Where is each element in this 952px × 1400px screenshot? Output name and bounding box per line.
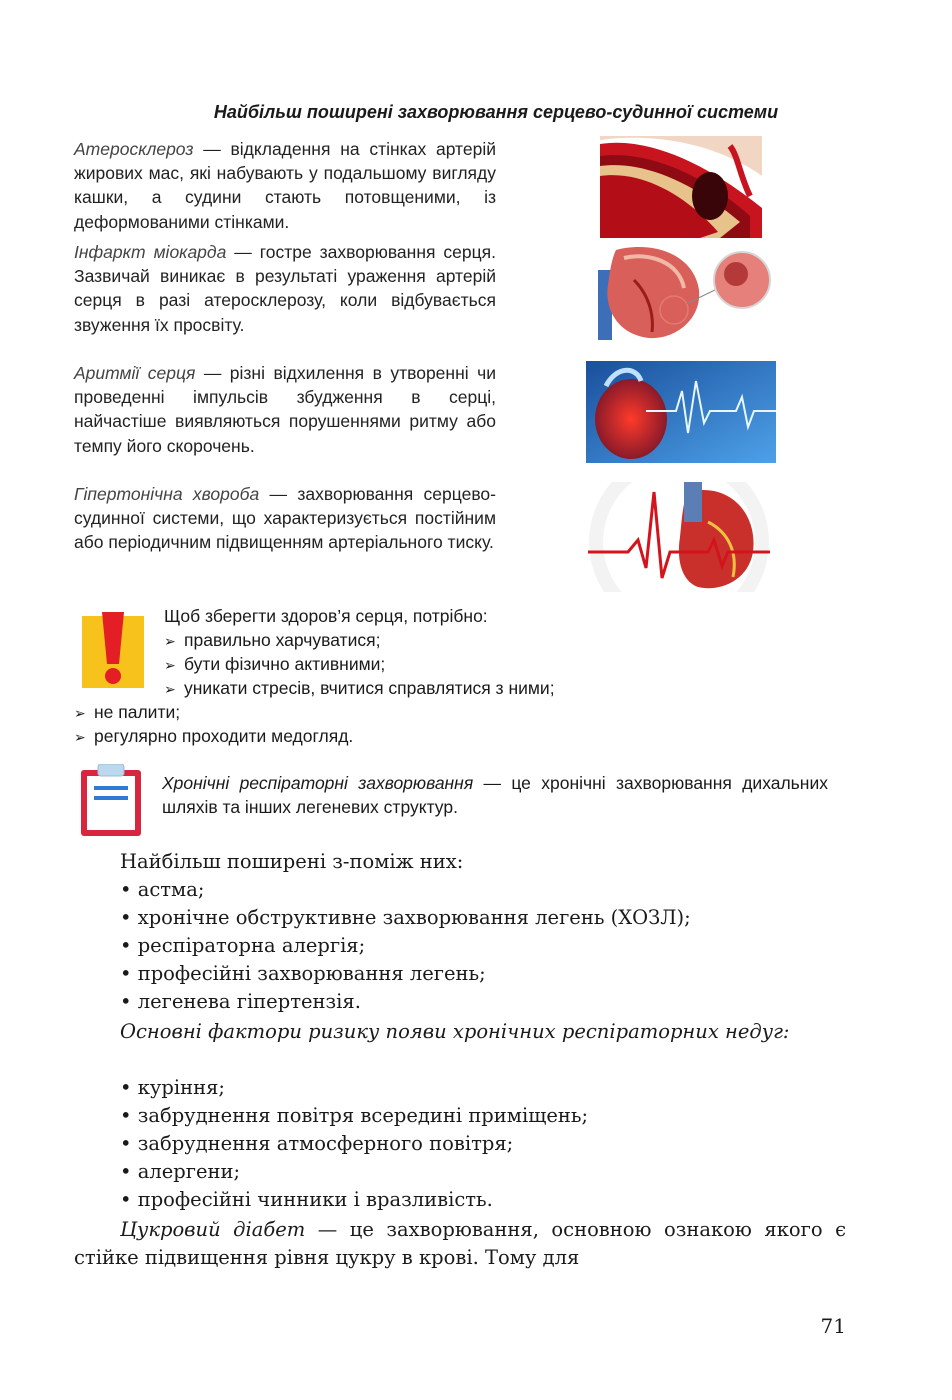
disease-term: Атеросклероз (74, 139, 194, 159)
heart-infarction-illustration (594, 240, 774, 340)
diabetes-text: — це захворювання, основною ознакою якого є стійке підвищення рівня цукру в крові. Тому для (74, 1218, 846, 1270)
disease-term: Інфаркт міокарда (74, 242, 227, 262)
definition-text: — це хронічні захворювання дихальних шляхів та інших легеневих структур. (162, 773, 828, 817)
arrow-bullet-icon: ➢ (74, 705, 86, 721)
arrow-bullet-icon: ➢ (164, 657, 176, 673)
list-item: • астма; (120, 878, 205, 901)
list-item: • куріння; (120, 1076, 225, 1099)
heart-ecg-illustration (586, 361, 776, 463)
heart-pressure-illustration (588, 482, 770, 592)
clipboard-icon (78, 764, 144, 838)
disease-term: Гіпертонічна хвороба (74, 484, 260, 504)
disease-arrhythmia (74, 361, 496, 458)
tip-item: ➢ бути фізично активними; (164, 652, 385, 677)
list-item: • забруднення атмосферного повітря; (120, 1132, 514, 1155)
disease-atherosclerosis (74, 137, 496, 234)
risk-intro: Основні фактори ризику появи хронічних респіраторних недуг: (120, 1020, 790, 1043)
arrow-bullet-icon: ➢ (164, 681, 176, 697)
list-item: • хронічне обструктивне захворювання легень (ХОЗЛ); (120, 906, 691, 929)
diabetes-term: Цукровий діабет (120, 1218, 306, 1241)
page-number: 71 (820, 1314, 846, 1338)
list-item: • професійні чинники і вразливість. (120, 1188, 493, 1211)
tips-intro: Щоб зберегти здоров’я серця, потрібно: (164, 606, 488, 626)
arrow-bullet-icon: ➢ (74, 729, 86, 745)
section-heading: Найбільш поширені захворювання серцево-судинної системи (213, 102, 779, 122)
disease-text: — захворювання серцево-судинної системи, що характеризується постійним або періодичним підвищенням артеріального тиску. (74, 484, 496, 553)
list-item: • забруднення повітря всередині приміщень; (120, 1104, 589, 1127)
common-intro: Найбільш поширені з-поміж них: (120, 850, 464, 873)
list-item: • легенева гіпертензія. (120, 990, 361, 1013)
tip-item: ➢ уникати стресів, вчитися справлятися з ними; (164, 676, 555, 701)
list-item: • професійні захворювання легень; (120, 962, 486, 985)
definition-term: Хронічні респіраторні захворювання (162, 773, 474, 793)
tip-item: ➢ правильно харчуватися; (164, 628, 380, 653)
tip-item: ➢ не палити; (74, 700, 180, 725)
exclamation-icon (80, 610, 146, 690)
artery-plaque-illustration (600, 136, 762, 238)
tip-item: ➢ регулярно проходити медогляд. (74, 724, 353, 749)
arrow-bullet-icon: ➢ (164, 633, 176, 649)
respiratory-definition (162, 771, 828, 819)
list-item: • респіраторна алергія; (120, 934, 366, 957)
diabetes-paragraph (74, 1216, 846, 1272)
disease-text: — відкладення на стінках артерій жирових мас, які набувають у подальшому вигляду кашки, а судини стають потовщеними, із деформованими стінками. (74, 139, 496, 232)
disease-infarction (74, 240, 496, 337)
list-item: • алергени; (120, 1160, 241, 1183)
disease-hypertension (74, 482, 496, 555)
disease-term: Аритмії серця (74, 363, 196, 383)
disease-text: — різні відхилення в утворенні чи проведенні імпульсів збудження в серці, найчастіше виявляються порушеннями ритму або темпу його скорочень. (74, 363, 496, 456)
disease-text: — гостре захворювання серця. Зазвичай виникає в результаті ураження артерій серця в разі атеросклерозу, коли відбувається звуження їх просвіту. (74, 242, 496, 335)
